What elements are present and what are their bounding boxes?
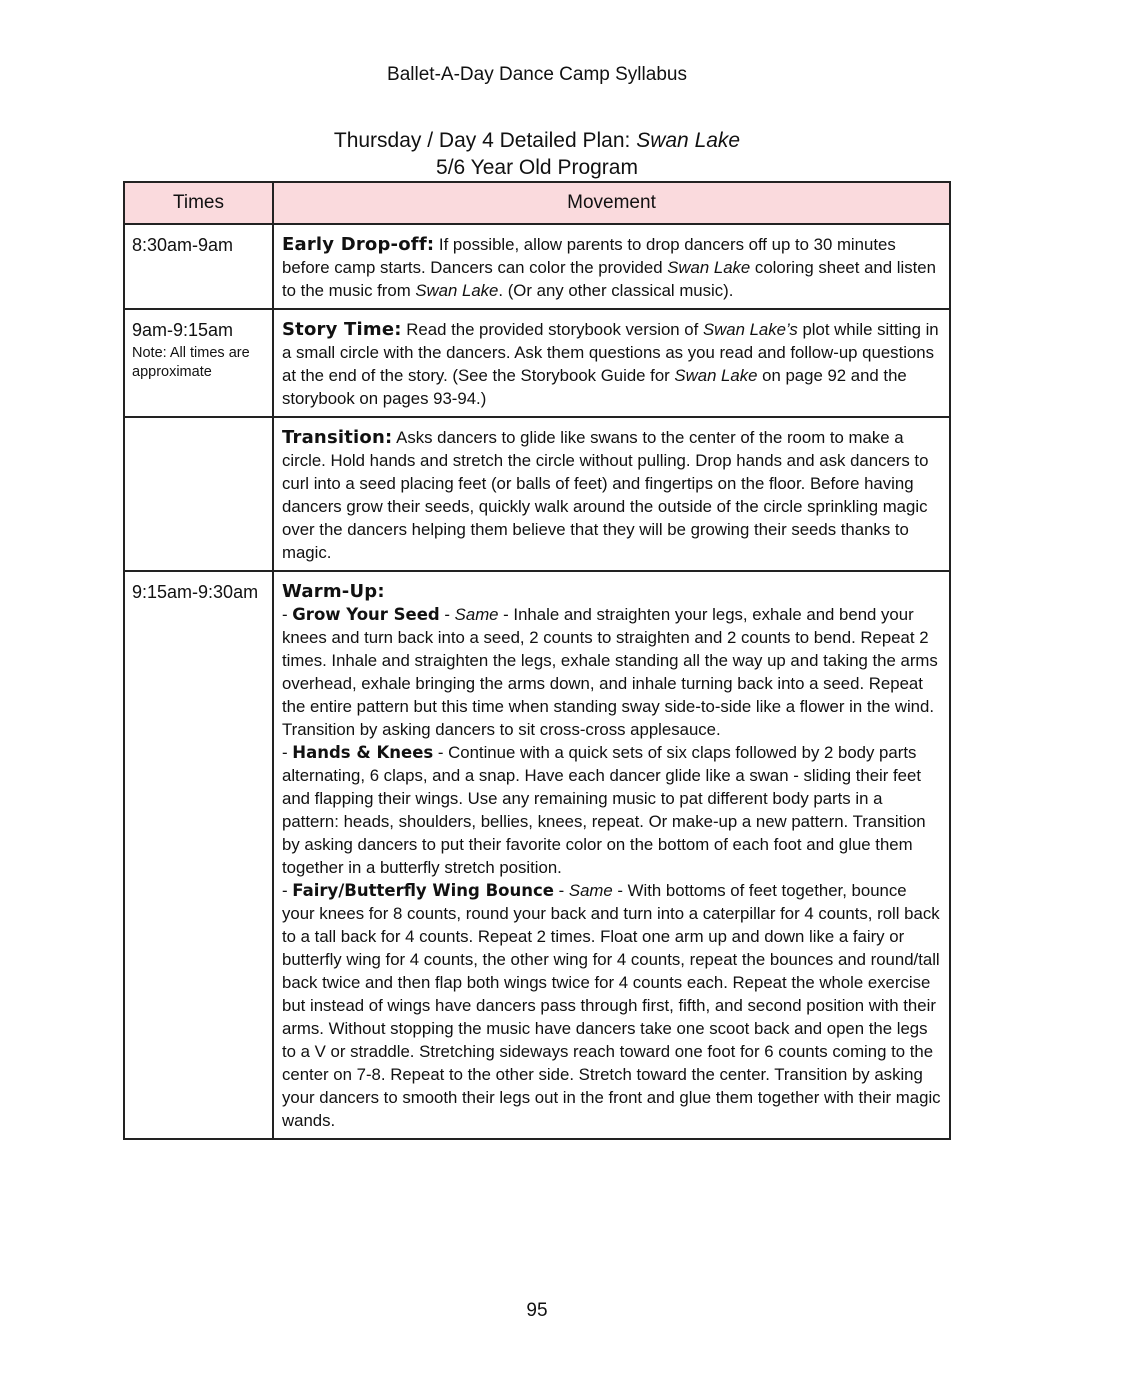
movement-cell: Transition: Asks dancers to glide like swans to the center of the room to make a circle. Hold hands and stretch the circle without pulling. Drop hands and ask dancers to curl into a seed placing feet (or balls of feet) and fingertips on the floor. Before having dancers grow their seeds, quickly walk around the outside of the circle sprinkling magic over the dancers helping them believe that they will be growing their seeds thanks to magic.: [273, 417, 950, 571]
table-row: [124, 571, 950, 1139]
movement-cell: Early Drop-off: If possible, allow parents to drop dancers off up to 30 minutes before camp starts. Dancers can color the provided Swan Lake coloring sheet and listen to the music from Swan Lake. (Or any other classical music).: [273, 224, 950, 309]
warmup-item-name: Fairy/Butterfly Wing Bounce: [292, 881, 554, 900]
time-cell: 9am-9:15am Note: All times are approximate: [124, 309, 273, 417]
table-header-row: [124, 182, 950, 224]
title-italic: Swan Lake: [636, 129, 741, 152]
time-cell: [124, 417, 273, 571]
activity-heading: Story Time:: [282, 319, 402, 340]
warmup-item: - Grow Your Seed - Same - Inhale and straighten your legs, exhale and bend your knees and turn back into a seed, 2 counts to straighten and 2 counts to bend. Repeat 2 times. Inhale and straighten the legs, exhale standing all the way up and taking the arms overhead, exhale bringing the arms down, and inhale turning back into a seed. Repeat the entire pattern but this time when standing sway side-to-side like a flower in the wind. Transition by asking dancers to sit cross-cross applesauce.: [282, 605, 938, 739]
activity-heading: Early Drop-off:: [282, 234, 435, 255]
plan-title-line1: Thursday / Day 4 Detailed Plan: Swan Lake: [333, 129, 741, 152]
activity-heading: Transition:: [282, 427, 393, 448]
schedule-table: [123, 181, 951, 1140]
movement-cell: [273, 571, 950, 1139]
table-row: [124, 224, 950, 309]
warmup-item: - Hands & Knees - Continue with a quick sets of six claps followed by 2 body parts alternating, 6 claps, and a snap. Have each dancer glide like a swan - sliding their feet and flapping their wings. Use any remaining music to pat different body parts in a pattern: heads, shoulders, bellies, knees, repeat. Or make-up a new pattern. Transition by asking dancers to put their favorite color on the bottom of each foot and glue them together in a butterfly stretch position.: [282, 743, 926, 877]
warmup-item-name: Hands & Knees: [292, 743, 434, 762]
page-number: 95: [526, 1300, 548, 1321]
time-note: Note: All times are approximate: [132, 345, 250, 380]
time-cell: 9:15am-9:30am: [124, 571, 273, 1139]
plan-title-line2: 5/6 Year Old Program: [436, 156, 638, 179]
table-row: [124, 417, 950, 571]
time-cell: 8:30am-9am: [124, 224, 273, 309]
header-times: Times: [124, 182, 273, 224]
movement-cell: Story Time: Read the provided storybook version of Swan Lake’s plot while sitting in a small circle with the dancers. Ask them questions as you read and follow-up questions at the end of the story. (See the Storybook Guide for Swan Lake on page 92 and the storybook on pages 93-94.): [273, 309, 950, 417]
plan-title: [0, 127, 1074, 181]
header-movement: Movement: [273, 182, 950, 224]
table-row: [124, 309, 950, 417]
activity-heading: Warm-Up:: [282, 581, 385, 602]
document-header: Ballet-A-Day Dance Camp Syllabus: [387, 64, 687, 85]
warmup-item: - Fairy/Butterfly Wing Bounce - Same - With bottoms of feet together, bounce your knees for 8 counts, round your back and turn into a caterpillar for 4 counts, roll back to a tall back for 4 counts. Repeat 2 times. Float one arm up and down like a fairy or butterfly wing for 4 counts, the other wing for 4 counts, repeat the bounces and round/tall back twice and then flap both wings twice for 4 counts each. Repeat the whole exercise but instead of wings have dancers pass through first, fifth, and second position with their arms. Without stopping the music have dancers take one scoot back and open the legs to a V or straddle. Stretching sideways reach toward one foot for 6 counts coming to the center on 7-8. Repeat to the other side. Stretch toward the center. Transition by asking your dancers to smooth their legs out in the front and glue them together with their magic wands.: [282, 881, 941, 1130]
warmup-item-name: Grow Your Seed: [292, 605, 440, 624]
